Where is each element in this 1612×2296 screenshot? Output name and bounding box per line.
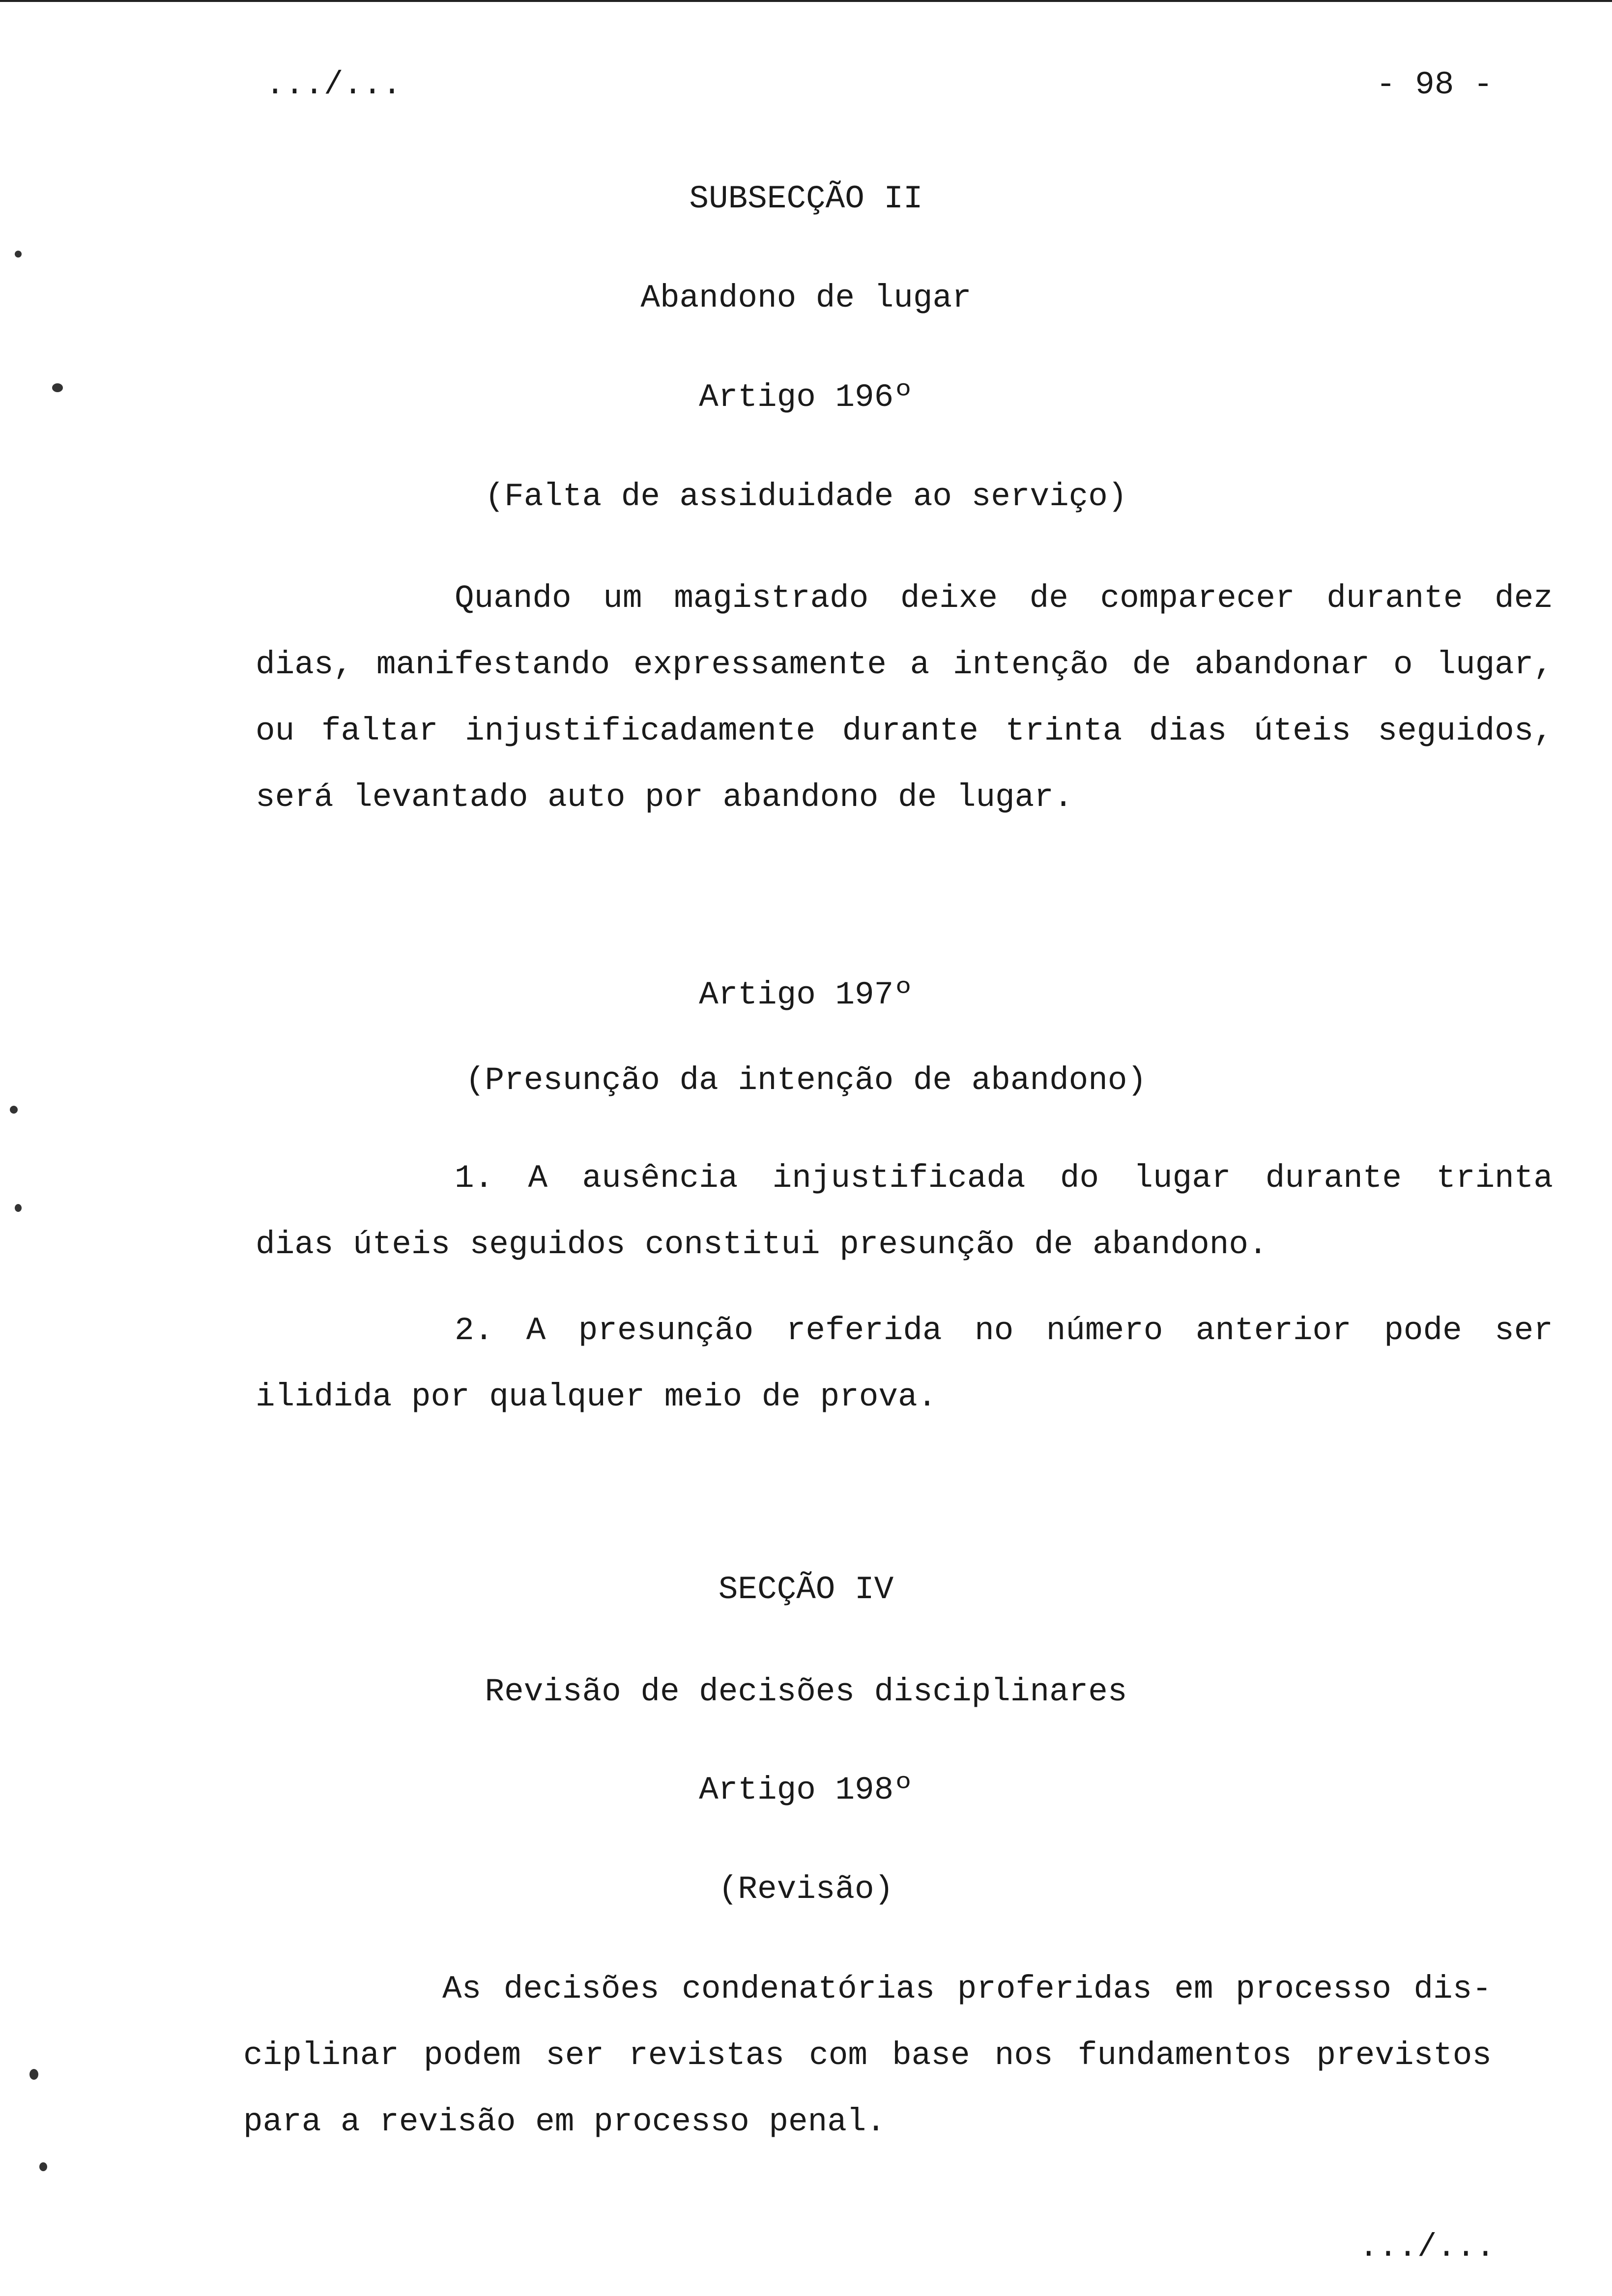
paragraph-line: 2. A presunção referida no número anterior pode ser — [455, 1312, 1553, 1349]
section-heading: SECÇÃO IV — [718, 1571, 894, 1608]
paragraph-line: Quando um magistrado deixe de comparecer durante dez — [455, 580, 1553, 617]
article-197-number: Artigo 197º — [699, 976, 913, 1013]
paragraph-line: dias, manifestando expressamente a intenção de abandonar o lugar, — [256, 646, 1553, 683]
paragraph-line: 1. A ausência injustificada do lugar durante trinta — [455, 1160, 1553, 1197]
footer-continuation: .../... — [1359, 2229, 1496, 2266]
article-198-body — [243, 1956, 1492, 2155]
scan-speck — [15, 251, 22, 258]
subsection-heading: SUBSECÇÃO II — [689, 180, 923, 217]
scan-top-edge — [0, 0, 1612, 2]
scan-speck — [29, 2069, 38, 2080]
paragraph-line: dias úteis seguidos constitui presunção de abandono. — [256, 1226, 1268, 1263]
subsection-title: Abandono de lugar — [640, 280, 972, 316]
article-197-caption: (Presunção da intenção de abandono) — [465, 1062, 1147, 1099]
article-198-number: Artigo 198º — [699, 1772, 913, 1808]
header-continuation: .../... — [265, 66, 402, 103]
article-197-item-2 — [256, 1297, 1553, 1430]
scan-speck — [10, 1106, 18, 1114]
page-number: - 98 - — [1376, 66, 1493, 103]
section-title: Revisão de decisões disciplinares — [485, 1673, 1127, 1710]
paragraph-line: para a revisão em processo penal. — [243, 2103, 886, 2140]
article-198-caption: (Revisão) — [718, 1871, 894, 1908]
scan-speck — [15, 1204, 22, 1212]
scan-speck — [39, 2162, 47, 2171]
paragraph-line: As decisões condenatórias proferidas em processo dis- — [442, 1971, 1492, 2008]
paragraph-line: ilidida por qualquer meio de prova. — [256, 1378, 937, 1415]
article-196-body — [256, 565, 1553, 831]
article-196-caption: (Falta de assiduidade ao serviço) — [485, 478, 1127, 515]
article-196-number: Artigo 196º — [699, 379, 913, 416]
paragraph-line: ciplinar podem ser revistas com base nos fundamentos previstos — [243, 2037, 1492, 2074]
paragraph-line: ou faltar injustificadamente durante trinta dias úteis seguidos, — [256, 713, 1553, 749]
paragraph-line: será levantado auto por abandono de lugar. — [256, 779, 1073, 816]
article-197-item-1 — [256, 1145, 1553, 1278]
